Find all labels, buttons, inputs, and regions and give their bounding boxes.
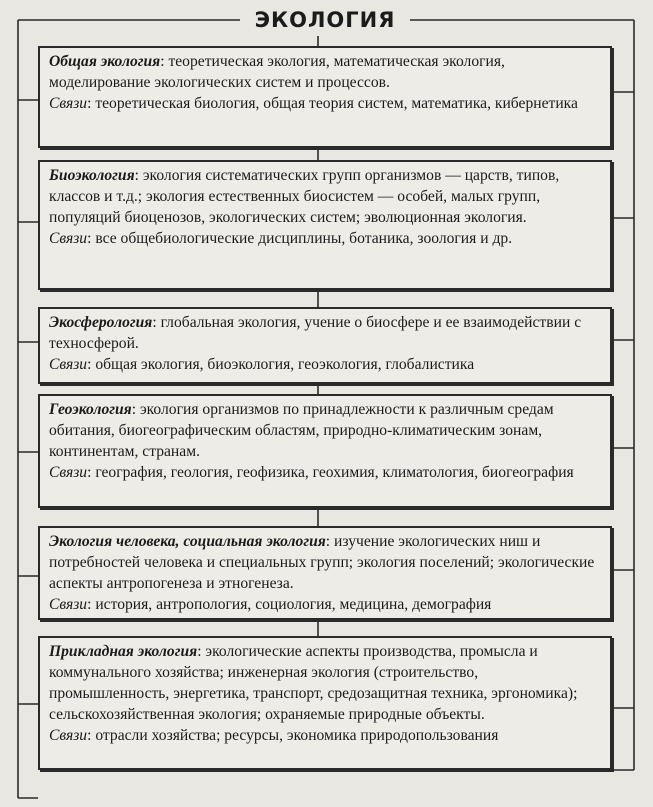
section-ecospherology <box>38 307 612 384</box>
diagram-title: ЭКОЛОГИЯ <box>240 4 410 36</box>
section-applied-ecology <box>38 636 612 770</box>
frame-left-line <box>18 20 38 798</box>
section-bioecology <box>38 160 612 290</box>
section-desc: : изучение экологических ниш и потребностей человека и специальных групп; экология поселений; экологические аспекты антропогенеза и этногенеза. <box>49 533 595 592</box>
links-text: : общая экология, биоэкология, геоэкология, глобалистика <box>87 356 475 373</box>
links-label: Связи <box>49 356 88 373</box>
section-term: Экология человека, социальная экология <box>49 533 326 550</box>
links-label: Связи <box>49 727 88 744</box>
section-links <box>49 594 602 615</box>
frame-ticks-right <box>612 92 634 708</box>
section-text <box>49 399 602 462</box>
section-text <box>49 51 602 93</box>
section-term: Биоэкология <box>49 167 135 184</box>
section-links <box>49 354 602 375</box>
links-text: : история, антропология, социология, медицина, демография <box>87 596 492 613</box>
section-general-ecology <box>38 46 612 148</box>
section-geoecology <box>38 394 612 508</box>
section-text <box>49 312 602 354</box>
section-text <box>49 165 602 228</box>
links-label: Связи <box>49 464 88 481</box>
section-term: Геоэкология <box>49 401 132 418</box>
links-label: Связи <box>49 230 88 247</box>
section-desc: : глобальная экология, учение о биосфере и ее взаимодействии с техносферой. <box>49 314 582 352</box>
frame-ticks-left <box>18 100 38 704</box>
section-text <box>49 641 602 725</box>
section-human-ecology <box>38 526 612 620</box>
section-desc: : экология организмов по принадлежности к различным средам обитания, биогеографическим областям, природно-климатическим зонам, континентам, странам. <box>49 401 554 460</box>
links-text: : все общебиологические дисциплины, ботаника, зоология и др. <box>87 230 513 247</box>
links-label: Связи <box>49 596 88 613</box>
links-text: : география, геология, геофизика, геохимия, климатология, биогеография <box>87 464 574 481</box>
section-desc: : экология систематических групп организмов — царств, типов, классов и т.д.; экология естественных биосистем — особей, малых групп, популяций биоценозов, экологических систем; эволюционная экология. <box>49 167 560 226</box>
frame-right-line <box>612 20 634 770</box>
section-links <box>49 228 602 249</box>
links-label: Связи <box>49 95 88 112</box>
section-term: Прикладная экология <box>49 643 198 660</box>
section-desc: : экологические аспекты производства, промысла и коммунального хозяйства; инженерная экология (строительство, промышленность, энергетика, транспорт, средозащитная техника, эргономика); сельскохозяйственная экология; охраняемые природные объекты. <box>49 643 578 723</box>
section-links <box>49 725 602 746</box>
section-links <box>49 93 602 114</box>
section-text <box>49 531 602 594</box>
links-text: : отрасли хозяйства; ресурсы, экономика природопользования <box>87 727 499 744</box>
section-links <box>49 462 602 483</box>
links-text: : теоретическая биология, общая теория систем, математика, кибернетика <box>87 95 578 112</box>
section-desc: : теоретическая экология, математическая экология, моделирование экологических систем и процессов. <box>49 53 505 91</box>
section-term: Экосферология <box>49 314 153 331</box>
section-term: Общая экология <box>49 53 161 70</box>
